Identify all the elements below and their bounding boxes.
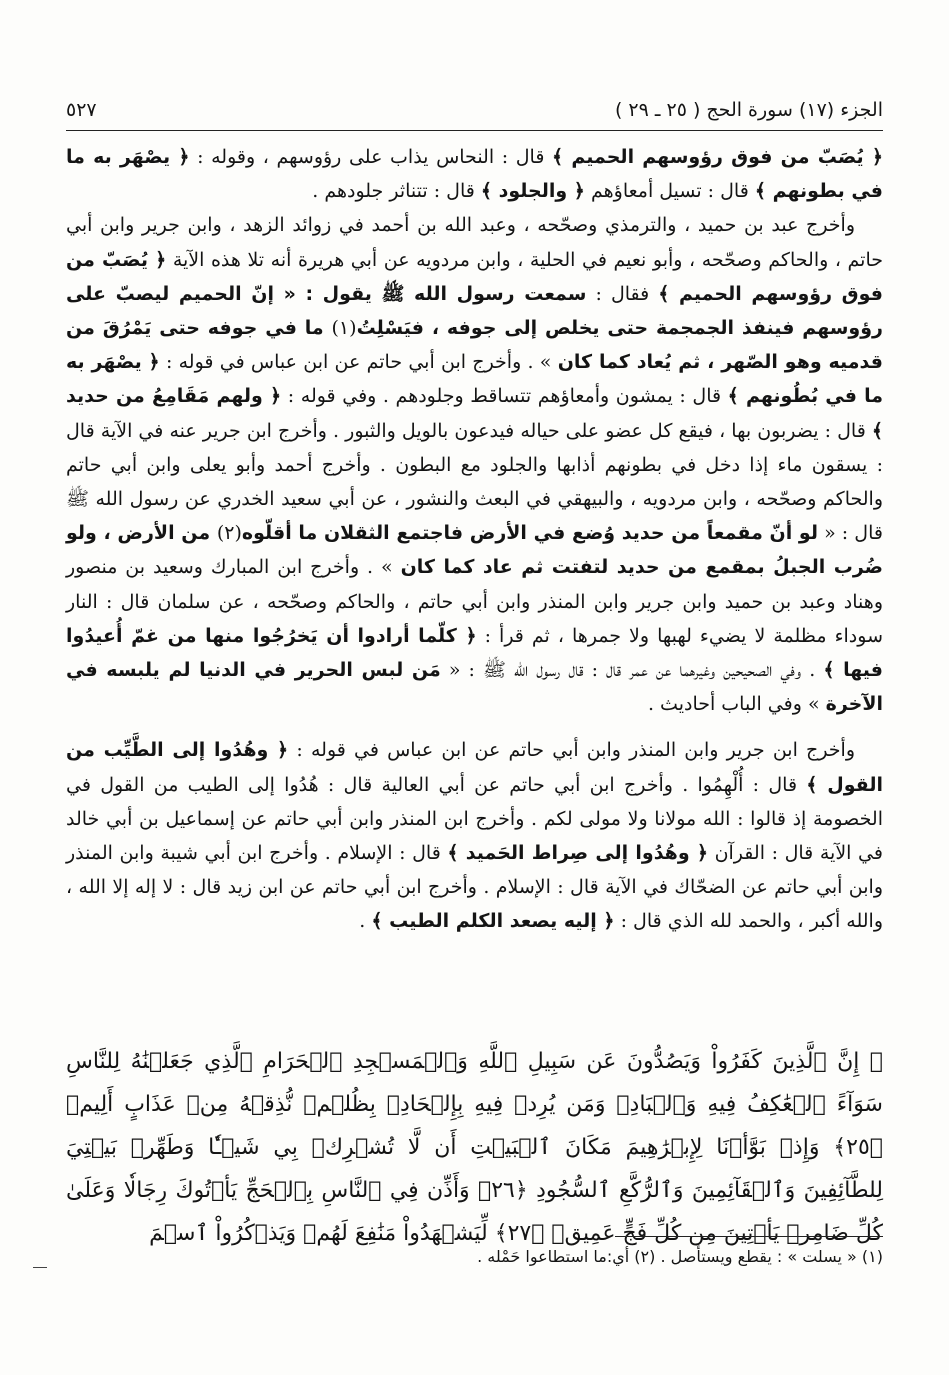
emphasis-text: سمعت رسول الله ﷺ يقول : « إنّ الحميم ليصبّ على رؤوسهم فينفذ الجمجمة حتى يخلص إلى جوفه ، فيَسْلِتُ bbox=[66, 282, 883, 340]
body-text: قال : يضربون بها ، فيقع كل عضو على حياله فيدعون بالويل والثبور . وأخرج ابن جرير عنه في الآية قال : يسقون ماء إذا دخل في بطونهم أذابها والجلود مع البطون . وأخرج أحمد وأبو يعلى وابن أبي حاتم والحاكم وصحّحه ، وابن مردويه ، والبيهقي في البعث والنشور ، عن أبي سعيد الخدري عن رسول الله ﷺ قال : « bbox=[66, 419, 883, 545]
emphasis-text: ﴿ والجلود ﴾ bbox=[480, 180, 585, 203]
body-text: قال : أُلْهِمُوا . وأخرج ابن أبي حاتم عن أبي العالية قال : هُدُوا إلى الطيب من القول في الخصومة إذ قالوا : الله مولانا ولا مولى لكم . وأخرج ابن المنذر وابن أبي حاتم عن إسماعيل بن أبي خالد في الآية قال : القرآن bbox=[66, 773, 883, 865]
emphasis-text: ﴿ يصْهَر به ما في بطونهم ﴾ bbox=[66, 146, 883, 203]
emphasis-text: لو أنّ مقمعاً من حديد وُضع في الأرض فاجتمع الثقلان ما أقلّوه bbox=[241, 522, 818, 545]
margin-mark bbox=[33, 1267, 47, 1268]
paragraph bbox=[66, 208, 883, 721]
emphasis-text: من الأرض ، ولو ضُرب الجبلُ بمقمع من حديد لتفتت ثم عاد كما كان bbox=[66, 522, 883, 579]
emphasis-text: مَن لبس الحرير في الدنيا لم يلبسه في الآخرة bbox=[66, 659, 883, 716]
quran-verses: ﴿ إِنَّ ٱلَّذِينَ كَفَرُواْ وَيَصُدُّونَ عَن سَبِيلِ ٱللَّهِ وَٱلۡمَسۡجِدِ ٱلۡحَرَامِ ٱلَّذِي جَعَلۡنَٰهُ لِلنَّاسِ سَوَآءً ٱلۡعَٰكِفُ فِيهِ وَٱلۡبَادِۚ وَمَن يُرِدۡ فِيهِ بِإِلۡحَادِۭ بِظُلۡمٖ نُّذِقۡهُ مِنۡ عَذَابٍ أَلِيمٖ ﴿٢٥﴾ وَإِذۡ بَوَّأۡنَا لِإِبۡرَٰهِيمَ مَكَانَ ٱلۡبَيۡتِ أَن لَّا تُشۡرِكۡ بِي شَيۡـٔٗا وَطَهِّرۡ بَيۡتِيَ لِلطَّآئِفِينَ وَٱلۡقَآئِمِينَ وَٱلرُّكَّعِ ٱلسُّجُودِ ﴿٢٦﴾ وَأَذِّن فِي ٱلنَّاسِ بِٱلۡحَجِّ يَأۡتُوكَ رِجَالٗا وَعَلَىٰ كُلِّ ضَامِرٖ يَأۡتِينَ مِن كُلِّ فَجٍّ عَمِيقٖ ﴿٢٧﴾ لِّيَشۡهَدُواْ مَنَٰفِعَ لَهُمۡ وَيَذۡكُرُواْ ٱسۡمَ bbox=[66, 1049, 883, 1246]
emphasis-text: ﴿ يُصَبّ من فوق رؤوسهم الحميم ﴾ bbox=[66, 248, 883, 305]
body-text: قال : يمشون وأمعاؤهم تتساقط وجلودهم . وفي قوله : bbox=[281, 385, 728, 408]
body-text: وأخرج عبد بن حميد ، والترمذي وصحّحه ، وعبد الله بن أحمد في زوائد الزهد ، وابن جرير وابن أبي حاتم ، والحاكم وصحّحه ، وأبو نعيم في الحلية ، وابن مردويه عن أبي هريرة أنه تلا هذه الآية bbox=[66, 214, 883, 271]
header-rule bbox=[66, 130, 883, 131]
emphasis-text: ﴿ وهُدُوا إلى صِراط الحَميد ﴾ bbox=[447, 842, 708, 865]
page-number: ٥٢٧ bbox=[66, 99, 97, 121]
footnote-rule bbox=[615, 1236, 883, 1237]
paragraph bbox=[66, 140, 883, 208]
paragraph bbox=[66, 733, 883, 938]
body-text: » . وأخرج ابن المبارك وسعيد بن منصور وهناد وعبد بن حميد وابن جرير وابن المنذر وابن أبي حاتم ، والحاكم وصحّحه ، عن سلمان قال : النار سوداء مظلمة لا يضيء لهبها ولا جمرها ، ثم قرأ : bbox=[66, 556, 883, 647]
running-title: الجزء (١٧) سورة الحج ( ٢٥ ـ ٢٩ ) bbox=[614, 99, 883, 121]
emphasis-text: ﴿ يُصَبّ من فوق رؤوسهم الحميم ﴾ bbox=[552, 146, 884, 168]
body-text: قال : الإسلام . وأخرج ابن أبي شيبة وابن المنذر وابن أبي حاتم عن الضحّاك في الآية قال : الإسلام . وأخرج ابن أبي حاتم عن ابن زيد قال : لا إله إلا الله ، والله أكبر ، والحمد لله الذي قال : bbox=[66, 842, 883, 933]
body-text: قال : تتناثر جلودهم . bbox=[312, 180, 481, 203]
body-text: قال : تسيل أمعاؤهم bbox=[584, 180, 755, 203]
emphasis-text: ما في جوفه حتى يَمْرُقَ من قدميه وهو الصّهر ، ثم يُعاد كما كان bbox=[66, 317, 883, 374]
body-text: فقال : bbox=[586, 282, 659, 305]
body-text: (١) bbox=[331, 317, 357, 340]
running-header bbox=[66, 92, 883, 128]
body-text: . bbox=[359, 910, 372, 933]
body-text: » وفي الباب أحاديث . bbox=[647, 693, 826, 716]
emphasis-text: ﴿ كلّما أرادوا أن يَخرُجُوا منها من غمّ أُعيدُوا فيها ﴾ bbox=[66, 624, 883, 682]
body-text: قال : النحاس يذاب على رؤوسهم ، وقوله : bbox=[189, 146, 553, 168]
body-text: . وفي الصحيحين وغيرهما عن عمر قال : قال رسول الله ﷺ : « bbox=[440, 659, 824, 682]
emphasis-text: ﴿ إليه يصعد الكلم الطيب ﴾ bbox=[371, 910, 615, 933]
emphasis-text: ﴿ يصْهَر به ما في بُطُونهم ﴾ bbox=[66, 351, 884, 408]
emphasis-text: ﴿ ولهم مَقَامِعُ من حديد ﴾ bbox=[66, 385, 883, 442]
body-text: » . وأخرج ابن أبي حاتم عن ابن عباس في قوله : bbox=[159, 351, 558, 374]
emphasis-text: ﴿ وهُدُوا إلى الطَّيِّب من القول ﴾ bbox=[66, 739, 883, 796]
body-text: (٢) bbox=[216, 522, 242, 545]
footnotes: (١) « يسلت » : يقطع ويستأصل . (٢) أي:ما استطاعوا حَمْله . bbox=[477, 1247, 883, 1266]
body-text: وأخرج ابن جرير وابن المنذر وابن أبي حاتم عن ابن عباس في قوله : bbox=[288, 739, 855, 762]
commentary-body bbox=[66, 140, 883, 939]
